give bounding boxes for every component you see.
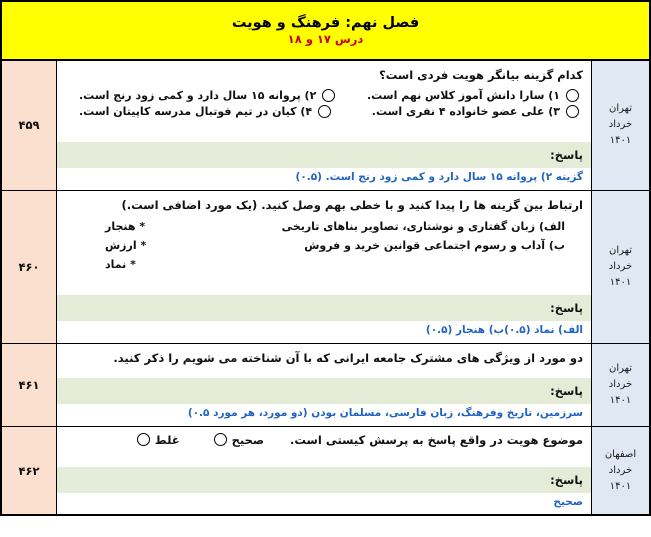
question-text: دو مورد از ویژگی های مشترک جامعه ایرانی که با آن شناخته می شویم را ذکر کنید. (113, 351, 583, 366)
question-cell (57, 190, 592, 344)
answer-label: پاسخ: (550, 383, 583, 398)
source-cell (592, 426, 651, 515)
answer-row (57, 404, 591, 426)
match-left-item-3 (259, 258, 583, 271)
page-number-cell: ۴۶۱ (1, 344, 57, 427)
spacer (57, 122, 591, 142)
answer-row (57, 321, 591, 343)
spacer (57, 447, 591, 467)
question-text: کدام گزینه بیانگر هویت فردی است؟ (379, 68, 583, 82)
false-label: غلط (154, 432, 180, 447)
option-label: ۱) سارا دانش آموز کلاس نهم است. (366, 88, 560, 102)
option-label: ۳) علی عضو خانواده ۴ نفری است. (371, 104, 560, 118)
spacer (57, 275, 591, 295)
true-option[interactable] (214, 433, 264, 447)
answer-text-part-1: الف) نماد (۰.۵) (504, 324, 583, 337)
lesson-subtitle: درس ۱۷ و ۱۸ (287, 32, 364, 47)
table-row (1, 190, 650, 344)
answer-label: پاسخ: (550, 147, 583, 162)
page-number-cell: ۴۶۰ (1, 190, 57, 344)
table-row (1, 61, 650, 191)
answer-label: پاسخ: (550, 472, 583, 487)
answer-band (57, 295, 591, 321)
radio-bubble-icon[interactable] (322, 89, 335, 102)
question-cell (57, 426, 592, 515)
source-city: تهران (608, 244, 633, 256)
answer-text: سرزمین، تاریخ وفرهنگ، زبان فارسی، مسلمان بودن (دو مورد، هر مورد ۰.۵) (187, 406, 583, 419)
match-right-item-1[interactable]: * هنجار (105, 220, 146, 234)
true-false-row (57, 427, 591, 447)
question-text: موضوع هویت در واقع پاسخ به پرسش کیستی است. (290, 432, 583, 447)
source-cell (592, 61, 651, 191)
source-city: اصفهان (604, 448, 637, 460)
page-number-cell: ۴۵۹ (1, 61, 57, 191)
option-3[interactable] (345, 105, 583, 118)
radio-bubble-icon[interactable] (318, 105, 331, 118)
match-left-item-2[interactable]: ب) آداب و رسوم اجتماعی قوانین خرید و فروش (304, 239, 565, 253)
option-1[interactable] (345, 89, 583, 102)
table-row (1, 344, 650, 427)
source-month: خرداد (608, 464, 633, 476)
radio-bubble-icon[interactable] (214, 433, 227, 446)
answer-band (57, 142, 591, 168)
answer-band (57, 467, 591, 493)
table-row (1, 426, 650, 515)
match-right-item-2[interactable]: * ارزش (105, 239, 147, 253)
option-label: ۴) کیان در تیم فوتبال مدرسه کاپیتان است. (79, 104, 313, 118)
source-cell (592, 190, 651, 344)
source-year: ۱۴۰۱ (609, 276, 632, 288)
option-label: ۲) پروانه ۱۵ سال دارد و کمی زود رنج است. (79, 88, 317, 102)
answer-text: گزینه ۲) پروانه ۱۵ سال دارد و کمی زود رنج است. (۰.۵) (295, 170, 583, 183)
question-text: ارتباط بین گزینه ها را پیدا کنید و با خطی بهم وصل کنید. (یک مورد اضافی است.) (121, 197, 583, 212)
question-block (57, 61, 591, 122)
chapter-header (0, 0, 651, 60)
source-month: خرداد (608, 260, 633, 272)
match-left-item-1[interactable]: الف) زبان گفتاری و نوشتاری، تصاویر بناهای تاریخی (281, 220, 565, 234)
question-cell (57, 344, 592, 427)
option-4[interactable] (79, 105, 335, 118)
chapter-title: فصل نهم: فرهنگ و هویت (231, 14, 420, 31)
matching-grid (65, 220, 583, 271)
radio-bubble-icon[interactable] (566, 89, 579, 102)
source-city: تهران (608, 362, 633, 374)
source-year: ۱۴۰۱ (609, 480, 632, 492)
question-block (57, 344, 591, 372)
true-label: صحیح (231, 432, 265, 447)
questions-table (0, 60, 651, 516)
source-year: ۱۴۰۱ (609, 394, 632, 406)
source-city: تهران (608, 103, 633, 115)
answer-label: پاسخ: (550, 301, 583, 316)
match-right-item-3[interactable]: * نماد (105, 258, 136, 272)
answer-band (57, 378, 591, 404)
answer-row (57, 168, 591, 190)
answer-text-part-2: ب) هنجار (۰.۵) (425, 324, 505, 337)
answer-row (57, 493, 591, 515)
option-2[interactable] (79, 89, 335, 102)
radio-bubble-icon[interactable] (137, 433, 150, 446)
false-option[interactable] (137, 433, 180, 447)
answer-text: صحیح (553, 495, 583, 508)
source-month: خرداد (608, 378, 633, 390)
source-month: خرداد (608, 119, 633, 131)
page-number-cell: ۴۶۲ (1, 426, 57, 515)
source-cell (592, 344, 651, 427)
radio-bubble-icon[interactable] (566, 105, 579, 118)
question-block (57, 191, 591, 276)
source-year: ۱۴۰۱ (609, 135, 632, 147)
question-cell (57, 61, 592, 191)
options-grid (65, 89, 583, 118)
